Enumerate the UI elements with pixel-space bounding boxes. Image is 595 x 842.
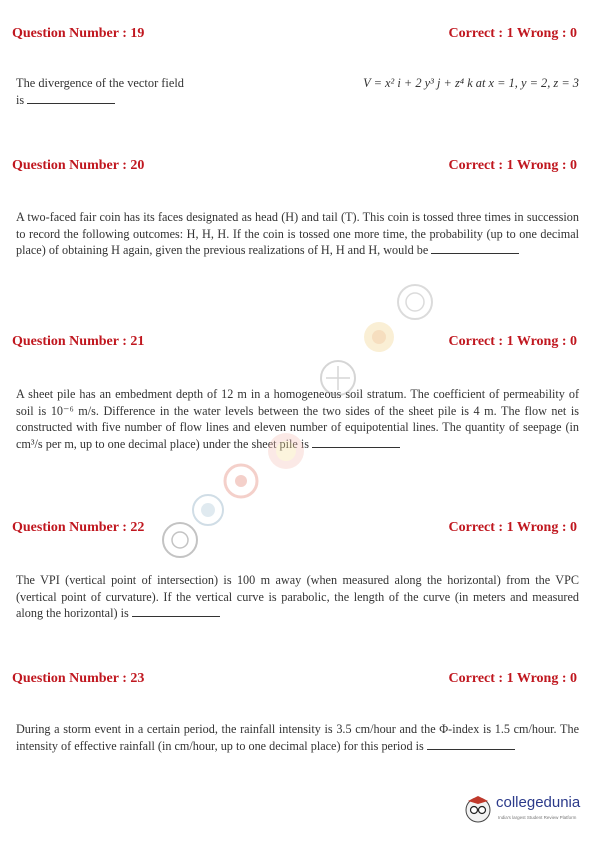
score-label: Correct : 1 Wrong : 0 [448, 158, 577, 173]
question-number: Question Number : 20 [12, 158, 145, 173]
question-number: Question Number : 21 [12, 334, 145, 349]
answer-blank[interactable] [427, 738, 515, 750]
question-text-end: is [16, 92, 25, 107]
brand-tagline: India's largest Student Review Platform [498, 815, 577, 820]
score-label: Correct : 1 Wrong : 0 [448, 334, 577, 349]
question-text: During a storm event in a certain period, the rainfall intensity is 3.5 cm/hour and the Φ-index is 1.5 cm/hour. The intensity of effective rainfall (in cm/hour, up to one decimal place) for this period is [16, 722, 579, 753]
watermark-emblem-icon [395, 282, 435, 322]
question-number: Question Number : 22 [12, 520, 145, 535]
question-21-header [12, 334, 577, 350]
watermark-emblem-icon [265, 430, 307, 472]
answer-blank[interactable] [132, 605, 220, 617]
brand-name: collegedunia [496, 794, 581, 811]
question-23-header [12, 671, 577, 687]
question-19-header [12, 26, 577, 42]
watermark-emblem-icon [222, 462, 260, 500]
answer-blank[interactable] [431, 242, 519, 254]
question-22-header [12, 520, 577, 536]
answer-blank[interactable] [27, 92, 115, 104]
question-text: The divergence of the vector field [16, 76, 184, 90]
question-text: A sheet pile has an embedment depth of 12 m in a homogeneous soil stratum. The coefficient of permeability of soil is 10⁻⁶ m/s. Difference in the water levels between the two sides of the sheet pile is 4 m. The flow net is constructed with five number of flow lines and eleven number of equipotential lines. The quantity of seepage (in cm³/s per m, up to one decimal place) under the sheet pile is [16, 387, 579, 451]
watermark-emblem-icon [318, 358, 358, 398]
question-text: The VPI (vertical point of intersection) is 100 m away (when measured along the horizontal) from the VPC (vertical point of curvature). If the vertical curve is parabolic, the length of the curve (in meters and measured along the horizontal) is [16, 573, 579, 621]
question-number: Question Number : 19 [12, 26, 145, 41]
question-text: A two-faced fair coin has its faces designated as head (H) and tail (T). This coin is tossed three times in succession to record the following outcomes: H, H, H. If the coin is tossed one more time, the probability (up to one decimal place) of obtaining H again, given the previous realizations of H, H and H, would be [16, 210, 579, 258]
answer-blank[interactable] [312, 436, 400, 448]
score-label: Correct : 1 Wrong : 0 [448, 26, 577, 41]
watermark-emblem-icon [160, 520, 200, 560]
question-20-body [16, 209, 579, 259]
score-label: Correct : 1 Wrong : 0 [448, 520, 577, 535]
question-22-body [16, 572, 579, 622]
collegedunia-logo [462, 792, 592, 832]
vector-field-expression: V = x² i + 2 y³ j + z⁴ k at x = 1, y = 2, z = 3 [363, 76, 579, 90]
score-label: Correct : 1 Wrong : 0 [448, 671, 577, 686]
watermark-emblem-icon [362, 320, 396, 354]
question-20-header [12, 158, 577, 174]
question-number: Question Number : 23 [12, 671, 145, 686]
question-23-body [16, 721, 579, 754]
question-19-body [16, 75, 579, 108]
mascot-icon [462, 792, 496, 826]
